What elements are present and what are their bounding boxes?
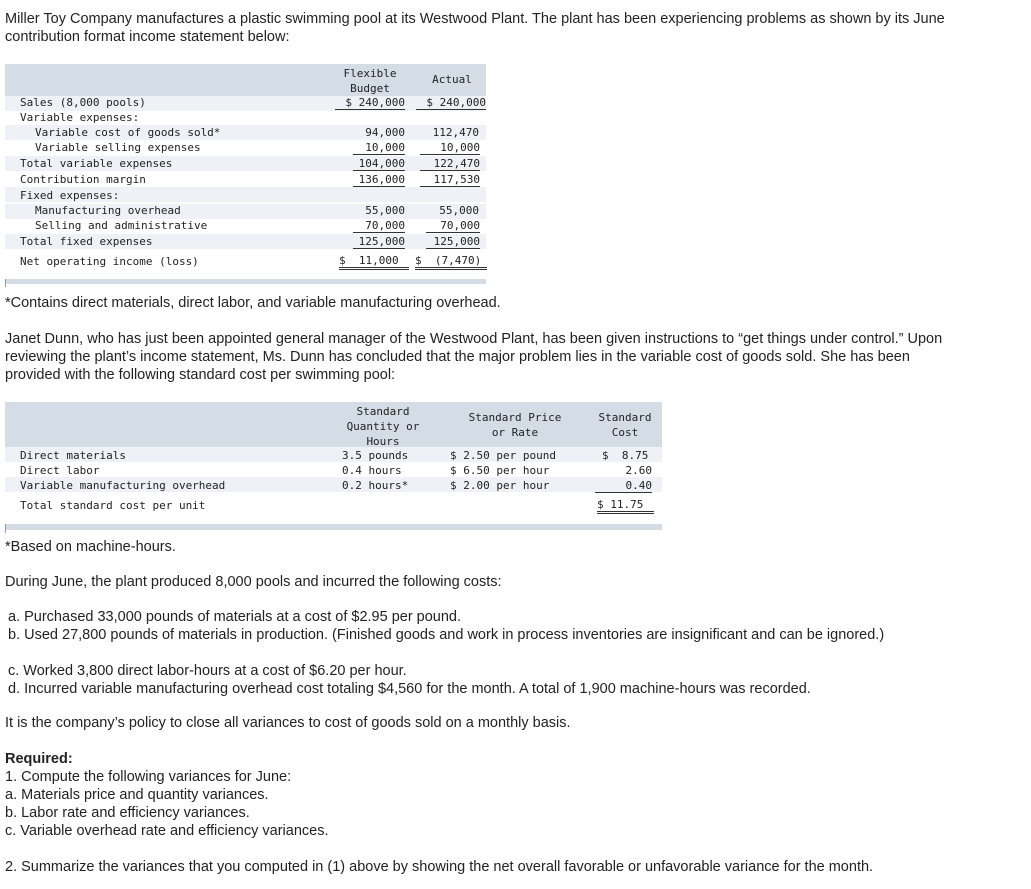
footnote-contains: *Contains direct materials, direct labor, and variable manufacturing overhead. xyxy=(5,295,501,311)
row-actual: 112,470 xyxy=(432,126,479,139)
row-label: Variable cost of goods sold* xyxy=(35,126,221,139)
intro-paragraph: Miller Toy Company manufactures a plastic swimming pool at its Westwood Plant. The plant has been experiencing problems as shown by its June contribution format income statement below: xyxy=(5,11,945,45)
row-qty: 0.4 hours xyxy=(342,464,402,477)
required-line: b. Labor rate and efficiency variances. xyxy=(5,805,250,821)
row-flex: 10,000 xyxy=(353,141,405,155)
row-actual: 125,000 xyxy=(426,235,480,249)
row-price: $ 2.00 per hour xyxy=(450,479,550,492)
required-question-2: 2. Summarize the variances that you computed in (1) above by showing the net overall favorable or unfavorable variance for the month. xyxy=(5,859,874,875)
row-label: Total fixed expenses xyxy=(20,235,153,248)
row-flex: $ 240,000 xyxy=(335,96,405,110)
row-label: Fixed expenses: xyxy=(20,189,120,202)
row-actual: 122,470 xyxy=(420,157,480,171)
row-cost: $ 11.75 xyxy=(597,498,654,514)
list-item: d. Incurred variable manufacturing overhead cost totaling $4,560 for the month. A total of 1,900 machine-hours was recorded. xyxy=(8,681,811,697)
col-actual: Actual xyxy=(432,73,472,86)
row-label: Variable expenses: xyxy=(20,111,140,124)
row-label: Variable selling expenses xyxy=(35,141,201,154)
row-label: Manufacturing overhead xyxy=(35,204,181,217)
row-flex: 136,000 xyxy=(353,173,405,187)
required-heading: Required: xyxy=(5,751,73,767)
header-band xyxy=(5,64,486,96)
footnote-machine-hours: *Based on machine-hours. xyxy=(5,539,176,555)
row-flex: $ 11,000 xyxy=(339,254,409,270)
row-label: Variable manufacturing overhead xyxy=(20,479,226,492)
col-standard-quantity: Standard Quantity or Hours xyxy=(346,405,420,448)
required-line: 1. Compute the following variances for June: xyxy=(5,769,292,785)
row-actual: $ (7,470) xyxy=(415,254,487,270)
row-label: Selling and administrative xyxy=(35,219,208,232)
income-statement-table xyxy=(5,64,486,289)
row-cost: $ 8.75 xyxy=(602,449,649,462)
row-flex: 125,000 xyxy=(353,235,405,249)
row-label: Sales (8,000 pools) xyxy=(20,96,146,109)
row-label: Total standard cost per unit xyxy=(20,499,206,512)
list-item: b. Used 27,800 pounds of materials in production. (Finished goods and work in process inventories are insignificant and can be ignored.) xyxy=(8,627,885,643)
row-flex: 94,000 xyxy=(365,126,405,139)
required-line: c. Variable overhead rate and efficiency variances. xyxy=(5,823,329,839)
row-cost: 0.40 xyxy=(595,479,652,493)
row-actual: 10,000 xyxy=(420,141,480,155)
row-qty: 3.5 pounds xyxy=(342,449,409,462)
list-item: c. Worked 3,800 direct labor-hours at a cost of $6.20 per hour. xyxy=(8,663,407,679)
row-price: $ 6.50 per hour xyxy=(450,464,550,477)
paragraph-june: During June, the plant produced 8,000 pools and incurred the following costs: xyxy=(5,574,502,590)
col-flexible-budget: Flexible Budget xyxy=(343,67,397,95)
policy-paragraph: It is the company’s policy to close all variances to cost of goods sold on a monthly basis. xyxy=(5,715,571,731)
row-label: Total variable expenses xyxy=(20,157,173,170)
required-line: a. Materials price and quantity variances. xyxy=(5,787,269,803)
row-actual: $ 240,000 xyxy=(416,96,486,110)
col-standard-cost: Standard Cost xyxy=(598,411,652,439)
col-standard-price: Standard Price or Rate xyxy=(468,411,562,439)
row-label: Direct labor xyxy=(20,464,100,477)
standard-cost-table xyxy=(5,402,662,532)
row-flex: 55,000 xyxy=(365,204,405,217)
row-actual: 117,530 xyxy=(420,173,480,187)
row-cost: 2.60 xyxy=(625,464,652,477)
row-qty: 0.2 hours* xyxy=(342,479,409,492)
row-label: Direct materials xyxy=(20,449,126,462)
list-item: a. Purchased 33,000 pounds of materials at a cost of $2.95 per pound. xyxy=(8,609,462,625)
row-price: $ 2.50 per pound xyxy=(450,449,556,462)
row-label: Net operating income (loss) xyxy=(20,255,199,268)
row-actual: 55,000 xyxy=(439,204,479,217)
row-flex: 104,000 xyxy=(353,157,405,171)
row-flex: 70,000 xyxy=(353,219,405,233)
row-actual: 70,000 xyxy=(426,219,480,233)
row-label: Contribution margin xyxy=(20,173,146,186)
paragraph-janet-dunn: Janet Dunn, who has just been appointed general manager of the Westwood Plant, has been given instructions to “get things under control.” Upon reviewing the plant’s income statement, Ms. Dunn has concluded that the major problem lies in the variable cost of goods sold. She has been provided with the following standard cost per swimming pool: xyxy=(5,331,943,383)
